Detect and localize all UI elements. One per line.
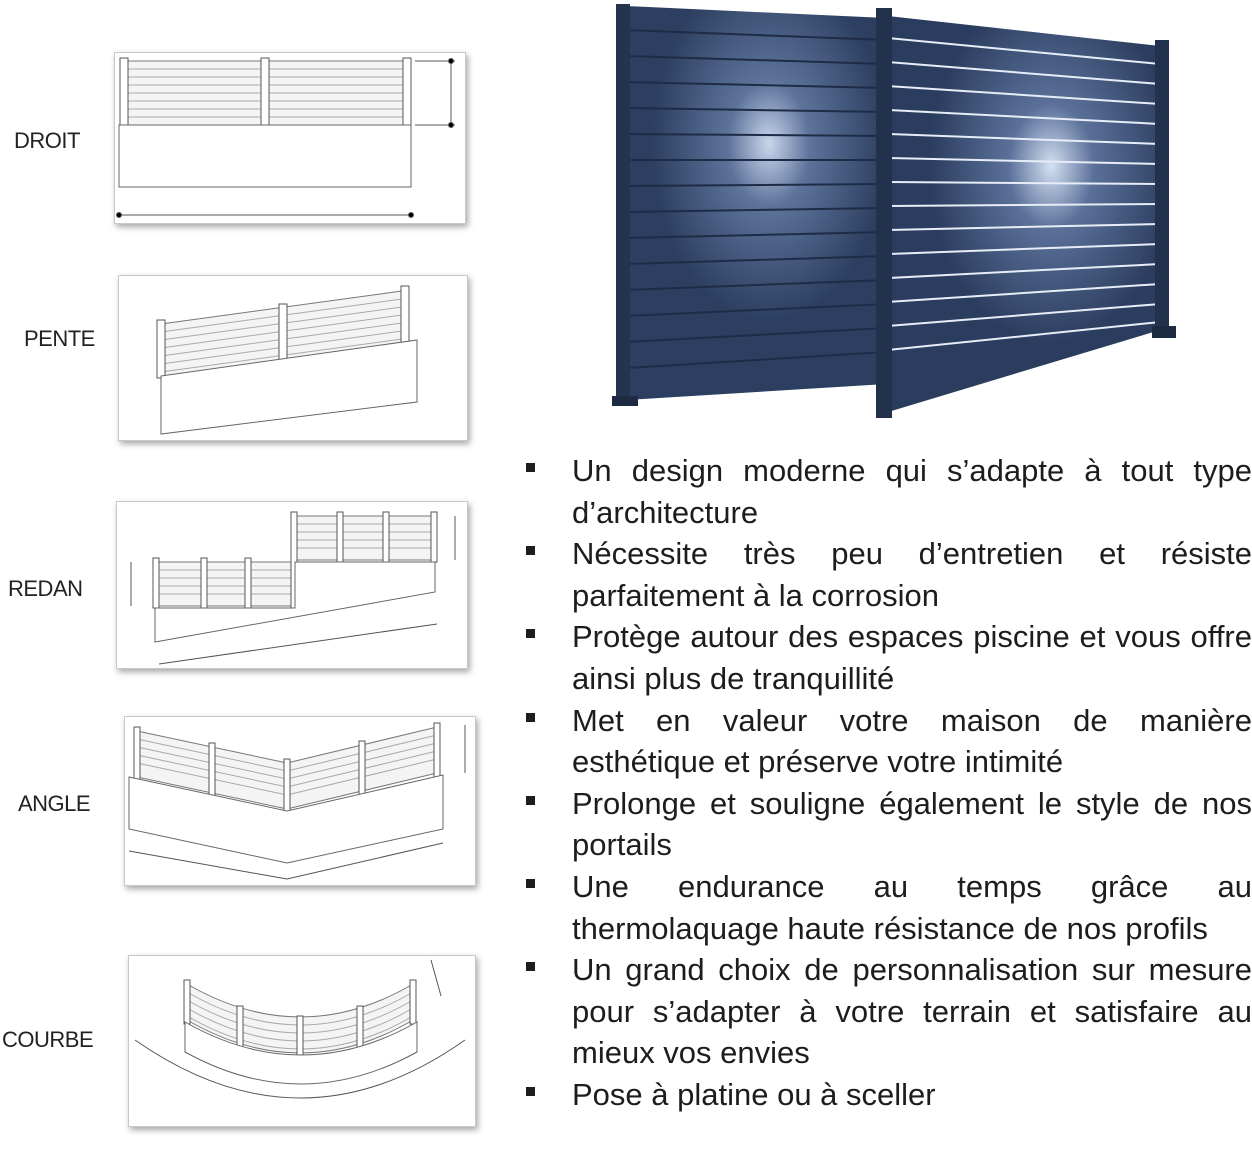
- bullet-icon: [526, 1087, 535, 1096]
- feature-item: Met en valeur votre maison de manière esthétique et préserve votre intimité: [526, 700, 1252, 783]
- bullet-icon: [526, 463, 535, 472]
- layout-label-angle: ANGLE: [18, 791, 91, 816]
- diagram-redan: [116, 501, 468, 669]
- diagram-pente: [118, 275, 468, 441]
- diagram-angle: [124, 716, 476, 886]
- bullet-icon: [526, 879, 535, 888]
- feature-item: Pose à platine ou à sceller: [526, 1074, 1252, 1116]
- bullet-icon: [526, 713, 535, 722]
- layout-label-droit: DROIT: [14, 128, 80, 153]
- feature-item: Prolonge et souligne également le style de nos portails: [526, 783, 1252, 866]
- diagram-courbe: [128, 955, 476, 1127]
- features-list: [526, 450, 1252, 1116]
- feature-item: Une endurance au temps grâce au thermolaquage haute résistance de nos profils: [526, 866, 1252, 949]
- feature-item: Nécessite très peu d’entretien et résiste parfaitement à la corrosion: [526, 533, 1252, 616]
- diagram-droit: [114, 52, 466, 224]
- bullet-icon: [526, 796, 535, 805]
- feature-item: Un design moderne qui s’adapte à tout type d’architecture: [526, 450, 1252, 533]
- bullet-icon: [526, 546, 535, 555]
- layout-label-pente: PENTE: [24, 326, 95, 351]
- feature-item: Protège autour des espaces piscine et vous offre ainsi plus de tranquillité: [526, 616, 1252, 699]
- feature-item: Un grand choix de personnalisation sur mesure pour s’adapter à votre terrain et satisfaire au mieux vos envies: [526, 949, 1252, 1074]
- bullet-icon: [526, 962, 535, 971]
- layout-label-courbe: COURBE: [2, 1027, 94, 1052]
- layout-label-redan: REDAN: [8, 576, 83, 601]
- fence-product-image: [600, 0, 1190, 420]
- bullet-icon: [526, 629, 535, 638]
